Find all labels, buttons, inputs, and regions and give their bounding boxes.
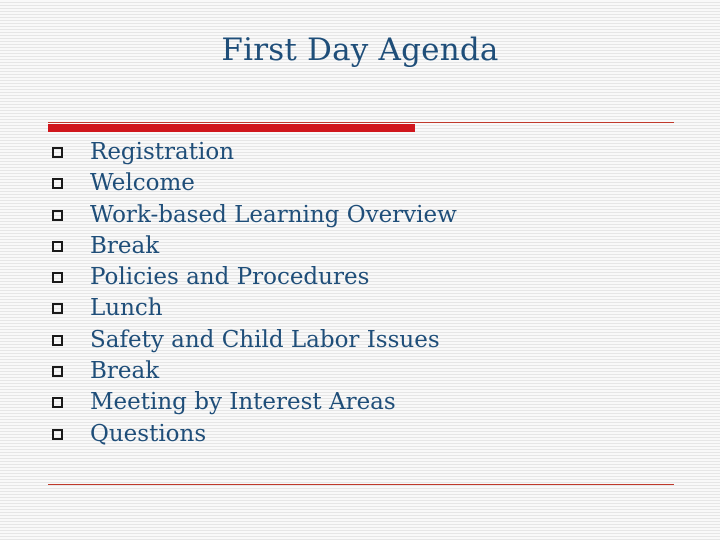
agenda-item-label: Questions (90, 420, 207, 447)
hollow-square-bullet-icon (52, 210, 63, 221)
hollow-square-bullet-icon (52, 335, 63, 346)
hollow-square-bullet-icon (52, 178, 63, 189)
agenda-item-label: Break (90, 232, 160, 259)
agenda-item (40, 325, 457, 356)
hollow-square-bullet-icon (52, 303, 63, 314)
agenda-item (40, 137, 457, 168)
agenda-item-label: Registration (90, 139, 235, 165)
agenda-item (40, 293, 457, 324)
hollow-square-bullet-icon (52, 429, 63, 440)
hollow-square-bullet-icon (52, 272, 63, 283)
agenda-item-label: Welcome (90, 170, 195, 197)
bottom-divider (48, 484, 674, 485)
agenda-item-label: Policies and Procedures (90, 264, 370, 291)
hollow-square-bullet-icon (52, 397, 63, 408)
agenda-item-label: Lunch (90, 295, 163, 322)
hollow-square-bullet-icon (52, 241, 63, 252)
agenda-item-label: Break (90, 358, 160, 385)
top-divider-thin (48, 122, 674, 123)
agenda-item (40, 262, 457, 293)
top-divider-accent (48, 124, 415, 132)
agenda-item (40, 419, 457, 450)
agenda-item (40, 387, 457, 418)
agenda-item (40, 356, 457, 387)
agenda-item (40, 200, 457, 231)
hollow-square-bullet-icon (52, 147, 63, 158)
agenda-item (40, 168, 457, 199)
agenda-item (40, 231, 457, 262)
agenda-list (40, 137, 457, 450)
agenda-item-label: Safety and Child Labor Issues (90, 326, 440, 353)
hollow-square-bullet-icon (52, 366, 63, 377)
agenda-item-label: Work-based Learning Overview (90, 201, 457, 228)
slide-title: First Day Agenda (221, 32, 499, 68)
agenda-item-label: Meeting by Interest Areas (90, 389, 396, 416)
